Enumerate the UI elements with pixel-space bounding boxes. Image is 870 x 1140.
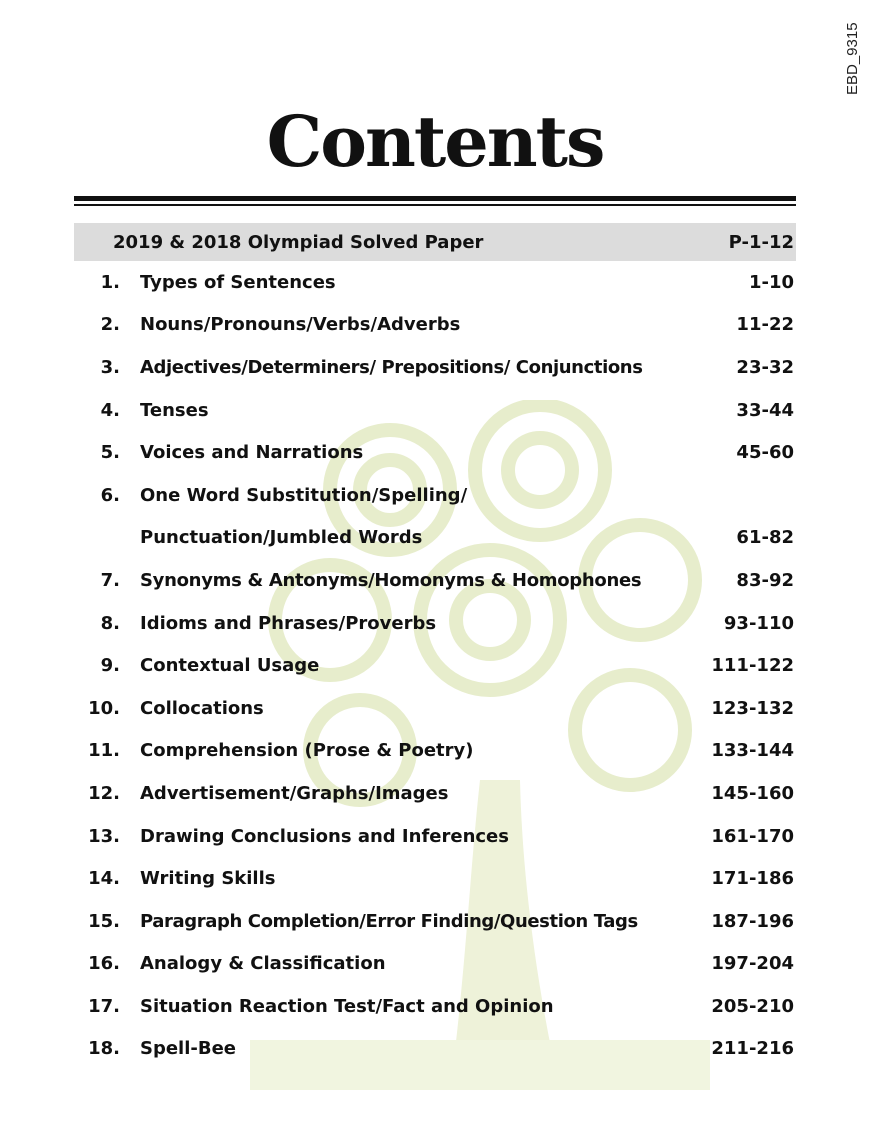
chapter-pages: 23-32 — [736, 356, 794, 378]
chapter-title: Analogy & Classification — [140, 953, 386, 975]
chapter-pages: 211-216 — [711, 1038, 794, 1060]
chapter-title: Contextual Usage — [140, 655, 320, 677]
chapter-title: Tenses — [140, 399, 209, 421]
chapter-number: 16. — [88, 953, 120, 975]
chapter-title: Advertisement/Graphs/Images — [140, 782, 449, 804]
page-title: Contents — [266, 100, 604, 183]
chapter-row[interactable] — [74, 389, 796, 432]
solved-paper-row[interactable] — [74, 223, 796, 261]
chapter-number: 4. — [100, 399, 120, 421]
chapter-title-line2: Punctuation/Jumbled Words — [140, 527, 423, 549]
chapter-pages: 123-132 — [711, 697, 794, 719]
chapter-pages: 187-196 — [711, 910, 794, 932]
chapter-number: 1. — [100, 271, 120, 293]
solved-paper-title: 2019 & 2018 Olympiad Solved Paper — [113, 231, 484, 253]
chapter-title: Writing Skills — [140, 868, 276, 890]
chapter-row[interactable] — [74, 687, 796, 730]
chapter-row[interactable] — [74, 730, 796, 773]
chapter-row[interactable] — [74, 815, 796, 858]
chapter-pages: 83-92 — [736, 569, 794, 591]
chapter-number: 8. — [100, 612, 120, 634]
chapter-number: 11. — [88, 740, 120, 762]
chapter-number: 3. — [100, 356, 120, 378]
chapter-number: 17. — [88, 995, 120, 1017]
chapter-row[interactable] — [74, 474, 796, 517]
chapter-row[interactable] — [74, 1028, 796, 1071]
chapter-title: Idioms and Phrases/Proverbs — [140, 612, 437, 634]
title-rule-thin — [74, 204, 796, 206]
chapter-pages: 1-10 — [748, 271, 794, 293]
chapter-pages: 171-186 — [711, 868, 794, 890]
chapter-row[interactable] — [74, 985, 796, 1028]
chapter-title: One Word Substitution/Spelling/ — [140, 484, 468, 506]
chapter-title: Adjectives/Determiners/ Prepositions/ Conjunctions — [140, 356, 643, 378]
chapter-title: Situation Reaction Test/Fact and Opinion — [140, 995, 554, 1017]
chapter-pages: 145-160 — [711, 782, 794, 804]
chapter-pages: 205-210 — [711, 995, 794, 1017]
chapter-row-continued[interactable] — [74, 517, 796, 560]
chapter-title: Drawing Conclusions and Inferences — [140, 825, 509, 847]
chapter-title: Comprehension (Prose & Poetry) — [140, 740, 474, 762]
chapter-pages: 111-122 — [711, 655, 794, 677]
chapter-number: 2. — [100, 314, 120, 336]
chapter-pages: 45-60 — [736, 442, 794, 464]
chapter-number: 18. — [88, 1038, 120, 1060]
chapter-pages: 93-110 — [723, 612, 794, 634]
chapter-pages: 133-144 — [711, 740, 794, 762]
chapter-row[interactable] — [74, 261, 796, 304]
chapter-title: Paragraph Completion/Error Finding/Question Tags — [140, 910, 638, 932]
chapter-row[interactable] — [74, 772, 796, 815]
chapter-row[interactable] — [74, 943, 796, 986]
chapter-row[interactable] — [74, 304, 796, 347]
chapter-number: 13. — [88, 825, 120, 847]
chapter-row[interactable] — [74, 431, 796, 474]
chapter-pages: 161-170 — [711, 825, 794, 847]
chapter-number: 6. — [100, 484, 120, 506]
chapter-row[interactable] — [74, 559, 796, 602]
chapter-title: Nouns/Pronouns/Verbs/Adverbs — [140, 314, 461, 336]
chapter-number: 5. — [100, 442, 120, 464]
chapter-row[interactable] — [74, 900, 796, 943]
chapter-title: Spell-Bee — [140, 1038, 237, 1060]
chapter-number: 12. — [88, 782, 120, 804]
chapter-row[interactable] — [74, 346, 796, 389]
chapter-row[interactable] — [74, 644, 796, 687]
title-rule-thick — [74, 196, 796, 201]
chapter-number: 15. — [88, 910, 120, 932]
chapter-number: 10. — [88, 697, 120, 719]
chapter-pages: 33-44 — [736, 399, 794, 421]
chapter-number: 7. — [100, 569, 120, 591]
chapter-row[interactable] — [74, 602, 796, 645]
chapter-pages: 61-82 — [736, 527, 794, 549]
chapter-pages: 11-22 — [736, 314, 794, 336]
chapter-row[interactable] — [74, 857, 796, 900]
chapter-title: Collocations — [140, 697, 264, 719]
chapter-number: 14. — [88, 868, 120, 890]
chapter-pages: 197-204 — [711, 953, 794, 975]
chapter-title: Synonyms & Antonyms/Homonyms & Homophones — [140, 569, 642, 591]
document-code: EBD_9315 — [844, 22, 861, 95]
chapter-title: Types of Sentences — [140, 271, 336, 293]
solved-paper-pages: P-1-12 — [728, 231, 794, 253]
chapter-title: Voices and Narrations — [140, 442, 364, 464]
contents-table — [74, 223, 796, 1070]
chapter-number: 9. — [100, 655, 120, 677]
